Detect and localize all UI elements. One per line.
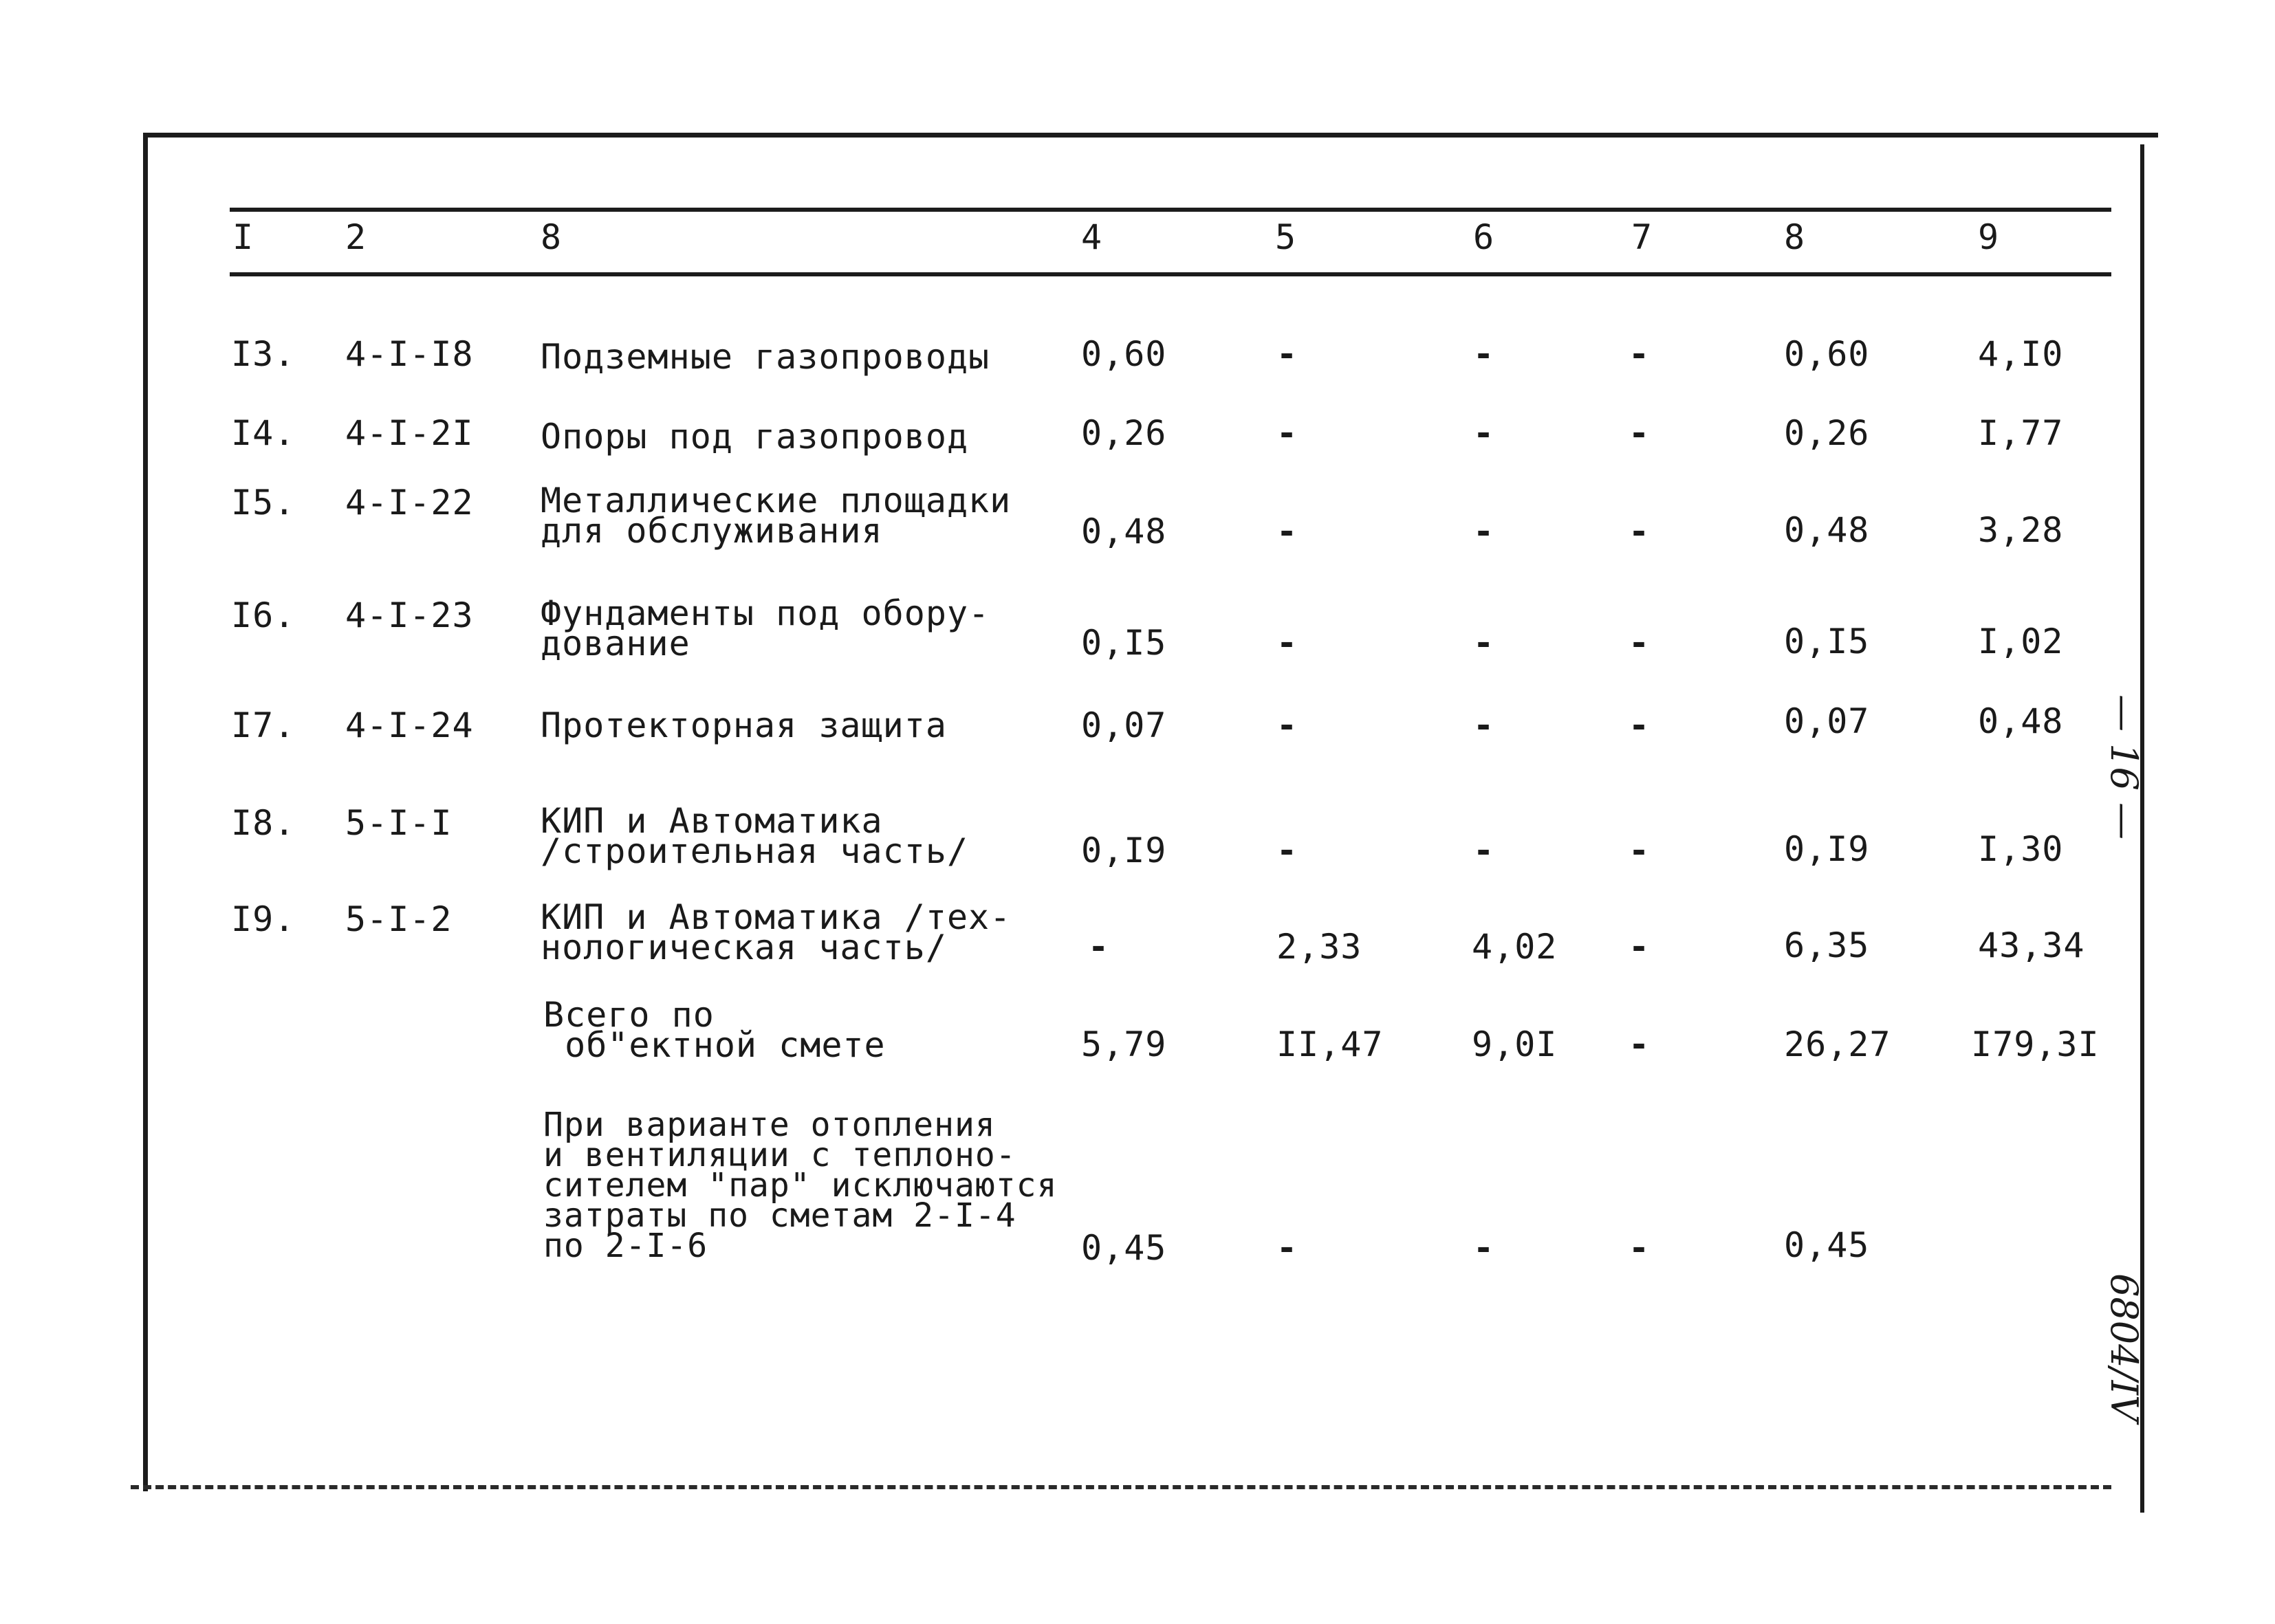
- header-col-5: 5: [1275, 217, 1297, 257]
- row-col-6: -: [1473, 512, 1495, 551]
- total-col-4: 5,79: [1081, 1024, 1167, 1064]
- header-col-1: I: [232, 217, 254, 257]
- row-number: I9.: [231, 899, 296, 939]
- row-col-6: 4,02: [1472, 927, 1558, 967]
- row-col-4: 0,48: [1081, 512, 1167, 551]
- row-name: Фундаменты под обору- дование: [541, 593, 990, 663]
- note-col-6: -: [1473, 1228, 1495, 1268]
- note-col-7: -: [1629, 1228, 1651, 1268]
- row-col-9: I,30: [1978, 829, 2064, 869]
- row-name: Подземные газопроводы: [541, 337, 990, 377]
- total-col-6: 9,0I: [1472, 1024, 1558, 1064]
- row-col-5: -: [1276, 831, 1298, 870]
- row-name: КИП и Автоматика /строительная часть/: [541, 801, 969, 871]
- row-col-8: 6,35: [1784, 925, 1870, 965]
- note-text: При варианте отопления и вентиляции с теплоно- сителем "пар" исключаются затраты по сметам 2-I-4 по 2-I-6: [543, 1106, 1058, 1265]
- row-number: I5.: [231, 483, 296, 523]
- page-number: — 16 —: [2102, 694, 2146, 840]
- table-header-rule: [230, 272, 2111, 276]
- table-top-rule: [230, 208, 2111, 212]
- row-col-5: -: [1276, 413, 1298, 453]
- frame-bottom-border: [131, 1485, 2111, 1489]
- header-col-2: 2: [345, 217, 367, 257]
- row-col-5: 2,33: [1276, 927, 1362, 967]
- row-col-4: 0,60: [1081, 334, 1167, 374]
- total-label: Всего по об"ектной смете: [543, 995, 886, 1065]
- header-col-9: 9: [1978, 217, 2000, 257]
- row-col-4: 0,07: [1081, 705, 1167, 745]
- frame-left-border: [143, 133, 148, 1491]
- row-col-6: -: [1473, 623, 1495, 663]
- total-col-8: 26,27: [1784, 1024, 1891, 1064]
- row-col-5: -: [1276, 623, 1298, 663]
- row-code: 4-I-I8: [345, 334, 474, 374]
- row-col-9: I,77: [1978, 413, 2064, 453]
- header-col-7: 7: [1631, 217, 1653, 257]
- header-col-8: 8: [1784, 217, 1806, 257]
- row-col-8: 0,I5: [1784, 622, 1870, 661]
- row-number: I6.: [231, 595, 296, 635]
- row-col-6: -: [1473, 413, 1495, 453]
- row-name: Металлические площадки для обслуживания: [541, 481, 1012, 551]
- row-code: 4-I-22: [345, 483, 474, 523]
- row-code: 5-I-2: [345, 899, 453, 939]
- row-col-4: 0,I9: [1081, 831, 1167, 870]
- row-col-7: -: [1629, 334, 1651, 374]
- note-col-8: 0,45: [1784, 1225, 1870, 1265]
- row-col-5: -: [1276, 334, 1298, 374]
- row-col-8: 0,07: [1784, 701, 1870, 741]
- row-col-9: 43,34: [1978, 925, 2085, 965]
- row-name: Протекторная защита: [541, 705, 947, 745]
- document-code: 6804/IV: [2102, 1273, 2146, 1422]
- row-col-9: 3,28: [1978, 510, 2064, 550]
- row-code: 4-I-2I: [345, 413, 474, 453]
- row-col-7: -: [1629, 413, 1651, 453]
- row-number: I4.: [231, 413, 296, 453]
- note-col-4: 0,45: [1081, 1228, 1167, 1268]
- frame-top-border: [143, 133, 2158, 138]
- total-col-9: I79,3I: [1971, 1024, 2100, 1064]
- row-col-9: 0,48: [1978, 701, 2064, 741]
- row-name: Опоры под газопровод: [541, 417, 969, 457]
- row-col-6: -: [1473, 831, 1495, 870]
- row-col-7: -: [1629, 831, 1651, 870]
- row-number: I3.: [231, 334, 296, 374]
- row-col-9: 4,I0: [1978, 334, 2064, 374]
- row-col-7: -: [1629, 705, 1651, 745]
- row-col-8: 0,48: [1784, 510, 1870, 550]
- header-col-6: 6: [1473, 217, 1495, 257]
- row-col-6: -: [1473, 334, 1495, 374]
- total-col-7: -: [1629, 1024, 1651, 1064]
- row-col-7: -: [1629, 927, 1651, 967]
- row-col-8: 0,26: [1784, 413, 1870, 453]
- row-number: I8.: [231, 803, 296, 843]
- row-col-4: -: [1088, 927, 1110, 967]
- row-number: I7.: [231, 705, 296, 745]
- total-col-5: II,47: [1276, 1024, 1384, 1064]
- row-code: 4-I-23: [345, 595, 474, 635]
- header-col-3: 8: [541, 217, 563, 257]
- row-col-6: -: [1473, 705, 1495, 745]
- row-col-7: -: [1629, 623, 1651, 663]
- row-col-7: -: [1629, 512, 1651, 551]
- row-col-4: 0,I5: [1081, 623, 1167, 663]
- note-col-5: -: [1276, 1228, 1298, 1268]
- row-col-5: -: [1276, 705, 1298, 745]
- row-code: 4-I-24: [345, 705, 474, 745]
- row-col-8: 0,60: [1784, 334, 1870, 374]
- row-col-8: 0,I9: [1784, 829, 1870, 869]
- row-code: 5-I-I: [345, 803, 453, 843]
- header-col-4: 4: [1081, 217, 1103, 257]
- row-col-5: -: [1276, 512, 1298, 551]
- row-col-4: 0,26: [1081, 413, 1167, 453]
- row-col-9: I,02: [1978, 622, 2064, 661]
- row-name: КИП и Автоматика /тех- нологическая часть/: [541, 897, 1012, 967]
